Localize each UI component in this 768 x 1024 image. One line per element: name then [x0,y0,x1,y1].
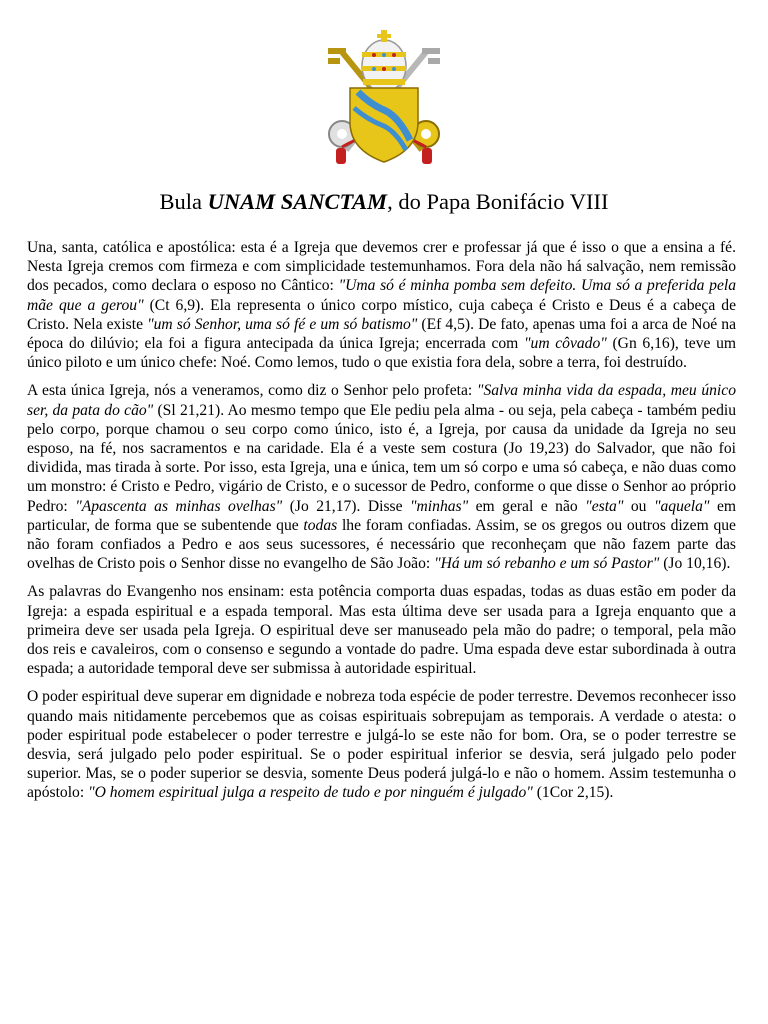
quotation-text: "esta" [585,497,624,515]
paragraph-text: em geral e não [468,497,586,515]
paragraph-text: lhe foram confiadas. Assim, se os gregos ou outros dizem que não foram confiados a Pedro e aos seus sucessores, é necessário que reconheçam que não fazem parte das ovelhas de Cristo pois o Senhor disse no evangelho de São João: [27,516,736,573]
paragraph-text: (Ef 4,5). De fato, apenas uma foi a arca de Noé na época do dilúvio; ela foi a figura antecipada da única Igreja; encerrada com [27,315,736,353]
quotation-text: "um só Senhor, uma só fé e um só batismo" [147,315,418,333]
paragraph [27,582,736,678]
quotation-text: "aquela" [653,497,710,515]
document-title [0,188,768,216]
papal-tiara-icon [362,30,406,92]
quotation-text: "Uma só é minha pomba sem defeito. Uma só a preferida pela mãe que a gerou" [27,277,737,314]
paragraph-text: (Jo 21,17). Disse [282,497,410,515]
quotation-text: "Há um só rebanho e um só Pastor" [434,555,660,573]
paragraph [27,381,736,573]
title-emphasis: UNAM SANCTAM [207,189,388,214]
paragraph-text: (1Cor 2,15). [532,784,614,802]
title-suffix: , do Papa Bonifácio VIII [387,189,609,214]
quotation-text: "minhas" [410,497,469,515]
paragraph-text: As palavras do Evangenho nos ensinam: esta potência comporta duas espadas, todas as duas estão em poder da Igreja: a espada espiritual e a espada temporal. Mas esta última deve ser usada para a Igreja enquanto que a primeira deve ser usada pela Igreja. O espiritual deve ser manuseado pela mão do padre; o temporal, pela mão dos reis e cavaleiros, com o consenso e segundo a vontade do padre. Uma espada deve estar subordinada à outra espada; a autoridade temporal deve ser submissa à autoridade espiritual. [27,583,736,678]
paragraph-text: (Sl 21,21). Ao mesmo tempo que Ele pediu pela alma - ou seja, pela cabeça - também pediu pelo corpo, porque chamou o seu corpo como único, isto é, a Igreja, por causa da unidade da Igreja no seu esposo, na fé, nos sacramentos e na caridade. Ela é a veste sem costura (Jo 19,23) do Salvador, que não foi dividida, mas tirada à sorte. Por isso, esta Igreja, una e única, tem um só corpo e uma só cabeça, e não duas como um monstro: é Cristo e Pedro, vigário de Cristo, e o sucessor de Pedro, conforme o que disse o Senhor ao próprio Pedro: [27,401,737,515]
paragraph-text: Una, santa, católica e apostólica: esta é a Igreja que devemos crer e professar já que é isso o que a ensina a fé. Nesta Igreja cremos com firmeza e com simplicidade testemunhamos. Fora dela não há salvação, nem remissão dos pecados, como declara o esposo no Cântico: [27,239,736,295]
papal-coat-of-arms-icon [314,22,454,168]
quotation-text: "Apascenta as minhas ovelhas" [75,497,283,515]
quotation-text: "Salva minha vida da espada, meu único ser, da pata do cão" [27,382,736,419]
paragraph-text: (Gn 6,16), teve um único piloto e um único chefe: Noé. Como lemos, tudo o que existia fora dela, sobre a terra, foi destruído. [27,335,736,372]
quotation-text: todas [303,516,338,534]
paragraph-text: (Ct 6,9). Ela representa o único corpo místico, cuja cabeça é Cristo e Deus é a cabeça de Cristo. Nela existe [27,296,736,333]
quotation-text: "O homem espiritual julga a respeito de tudo e por ninguém é julgado" [88,784,533,802]
document-body [27,238,736,812]
paragraph-text: O poder espiritual deve superar em dignidade e nobreza toda espécie de poder terrestre. Devemos reconhecer isso quando mais nitidamente percebemos que as coisas espirituais sobrepujam as temporais. A verdade o atesta: o poder espiritual pode estabelecer o poder terrestre e julgá-lo se este não for bom. Ora, se o poder terrestre se desvia, será julgado pelo poder espiritual. Se o poder espiritual inferior se desvia, será julgado pelo poder superior. Mas, se o poder superior se desvia, somente Deus poderá julgá-lo e não o homem. Assim testemunha o apóstolo: [27,688,736,802]
shield-icon [350,88,418,162]
paragraph [27,687,736,802]
paragraph-text: em particular, de forma que se subentende que [27,497,737,534]
paragraph-text: ou [623,497,654,515]
paragraph-text: A esta única Igreja, nós a veneramos, como diz o Senhor pelo profeta: [27,382,477,400]
paragraph [27,238,736,372]
paragraph-text: (Jo 10,16). [659,555,731,573]
quotation-text: "um côvado" [523,335,607,353]
title-prefix: Bula [159,189,208,214]
